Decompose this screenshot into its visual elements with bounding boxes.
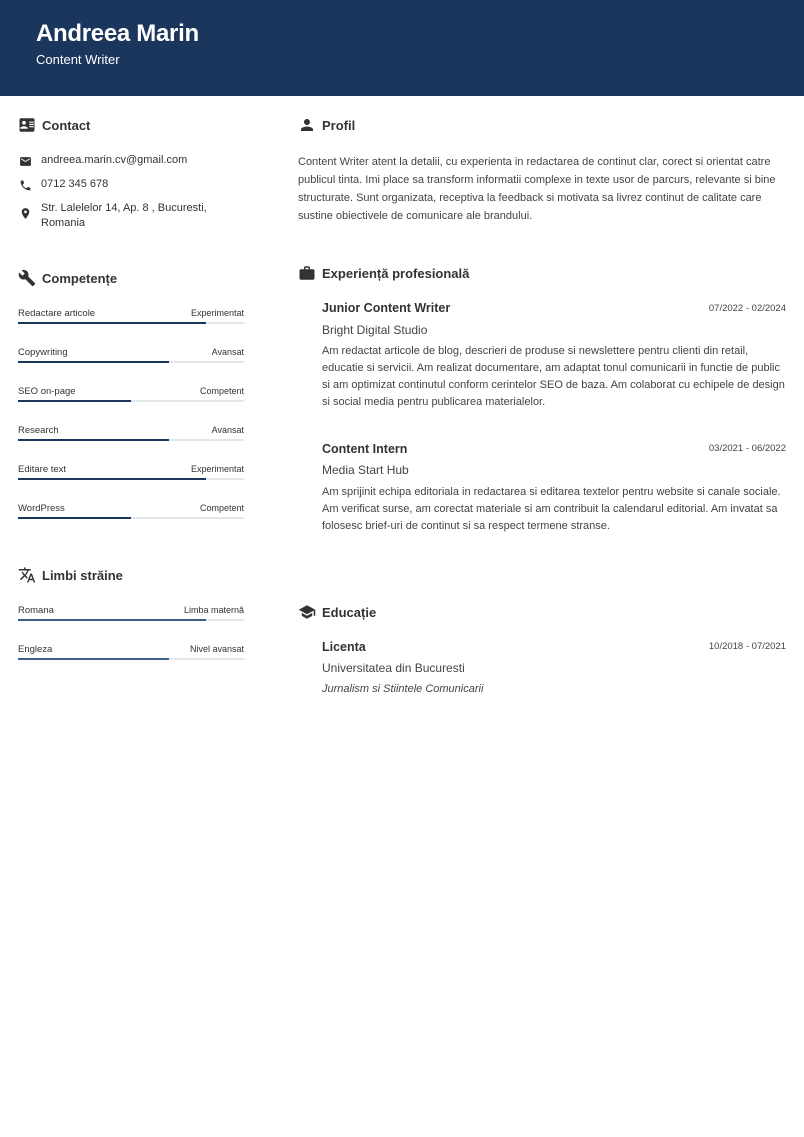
education-heading-label: Educație xyxy=(322,604,377,620)
skill-item xyxy=(18,347,244,369)
language-item xyxy=(18,605,244,627)
skill-name: SEO on-page xyxy=(18,386,76,397)
experience-heading xyxy=(298,264,469,282)
language-name: Engleza xyxy=(18,644,53,655)
job-date: 07/2022 - 02/2024 xyxy=(708,303,786,314)
level-bar-fill xyxy=(18,322,206,324)
education-date: 10/2018 - 07/2021 xyxy=(708,641,786,652)
level-bar-fill xyxy=(18,517,131,519)
job-company: Bright Digital Studio xyxy=(322,323,428,337)
job-description: Am sprijinit echipa editoriala in redactarea si editarea textelor pentru website si canale sociale. Am verificat surse, am corectat materiale si am contribuit la calendarul editorial. Am invatat sa folosesc brief-uri de continut si sa respect termene stranse. xyxy=(322,486,781,532)
skill-item xyxy=(18,386,244,408)
contact-phone: 0712 345 678 xyxy=(41,178,109,190)
level-bar-track xyxy=(18,478,244,480)
level-bar-track xyxy=(18,322,244,324)
level-bar-fill xyxy=(18,478,206,480)
languages-heading-label: Limbi străine xyxy=(42,567,123,583)
skill-item xyxy=(18,308,244,330)
level-bar-track xyxy=(18,658,244,660)
experience-heading-label: Experiență profesională xyxy=(322,265,470,281)
contact-heading xyxy=(18,116,90,134)
language-level: Nivel avansat xyxy=(189,644,244,654)
skill-item xyxy=(18,464,244,486)
email-icon xyxy=(18,154,32,168)
level-bar-track xyxy=(18,619,244,621)
language-name: Romana xyxy=(18,605,54,616)
skill-item xyxy=(18,503,244,525)
resume-header xyxy=(0,0,804,96)
skill-name: WordPress xyxy=(18,503,65,514)
level-bar-track xyxy=(18,517,244,519)
level-bar-fill xyxy=(18,400,131,402)
level-bar-track xyxy=(18,400,244,402)
level-bar-fill xyxy=(18,361,169,363)
contact-heading-label: Contact xyxy=(42,117,91,133)
level-bar-track xyxy=(18,361,244,363)
skill-name: Editare text xyxy=(18,464,67,475)
contact-email-row xyxy=(18,153,187,168)
education-heading xyxy=(298,603,376,621)
profile-heading xyxy=(298,116,355,134)
skill-level: Avansat xyxy=(211,347,244,357)
level-bar-fill xyxy=(18,619,206,621)
contact-email[interactable]: andreea.marin.cv@gmail.com xyxy=(41,154,188,166)
skill-name: Redactare articole xyxy=(18,308,96,319)
skill-name: Research xyxy=(18,425,59,436)
skill-level: Competent xyxy=(199,503,244,513)
contact-address-line1: Str. Lalelelor 14, Ap. 8 , Bucuresti, xyxy=(41,202,207,214)
contact-card-icon xyxy=(18,116,36,134)
education-institution: Universitatea din Bucuresti xyxy=(322,661,465,675)
briefcase-icon xyxy=(298,264,316,282)
candidate-name: Andreea Marin xyxy=(36,20,199,47)
level-bar-fill xyxy=(18,658,169,660)
phone-icon xyxy=(18,178,32,192)
language-level: Limba maternă xyxy=(183,605,244,615)
profile-text: Content Writer atent la detalii, cu experienta in redactarea de continut clar, corect si orientat catre publicul tinta. Imi place sa transform informatii complexe in texte usor de parcurs, relevante si bine structurate. Sunt organizata, receptiva la feedback si motivata sa livrez continut de calitate care sustine obiectivele de comunicare ale brandului. xyxy=(298,156,776,222)
contact-address xyxy=(41,201,207,231)
job-description: Am redactat articole de blog, descrieri de produse si newslettere pentru clienti din retail, educatie si servicii. Am realizat documentare, am adaptat tonul comunicarii in functie de public si am optimizat continutul conform cerintelor SEO de baza. Am colaborat cu echipele de design si social media pentru publicarea materialelor. xyxy=(322,345,785,408)
location-pin-icon xyxy=(18,206,32,220)
person-icon xyxy=(298,116,316,134)
contact-address-line2: Romania xyxy=(41,217,86,229)
skill-item xyxy=(18,425,244,447)
job-title: Content Intern xyxy=(322,442,408,456)
graduation-cap-icon xyxy=(298,603,316,621)
languages-heading xyxy=(18,566,123,584)
contact-phone-row xyxy=(18,177,108,192)
skills-heading-label: Competențe xyxy=(42,270,118,286)
candidate-title: Content Writer xyxy=(36,52,120,67)
job-title: Junior Content Writer xyxy=(322,301,451,315)
skill-level: Experimentat xyxy=(190,464,244,474)
translate-icon xyxy=(18,566,36,584)
education-field: Jurnalism si Stiintele Comunicarii xyxy=(322,683,484,695)
skills-heading xyxy=(18,269,117,287)
language-item xyxy=(18,644,244,666)
job-company: Media Start Hub xyxy=(322,463,409,477)
skill-level: Competent xyxy=(199,386,244,396)
profile-heading-label: Profil xyxy=(322,117,356,133)
education-degree: Licenta xyxy=(322,640,366,654)
contact-address-row xyxy=(18,201,207,231)
job-date: 03/2021 - 06/2022 xyxy=(708,443,786,454)
skill-name: Copywriting xyxy=(18,347,68,358)
skill-level: Avansat xyxy=(211,425,244,435)
level-bar-track xyxy=(18,439,244,441)
wrench-icon xyxy=(18,269,36,287)
level-bar-fill xyxy=(18,439,169,441)
skill-level: Experimentat xyxy=(190,308,244,318)
